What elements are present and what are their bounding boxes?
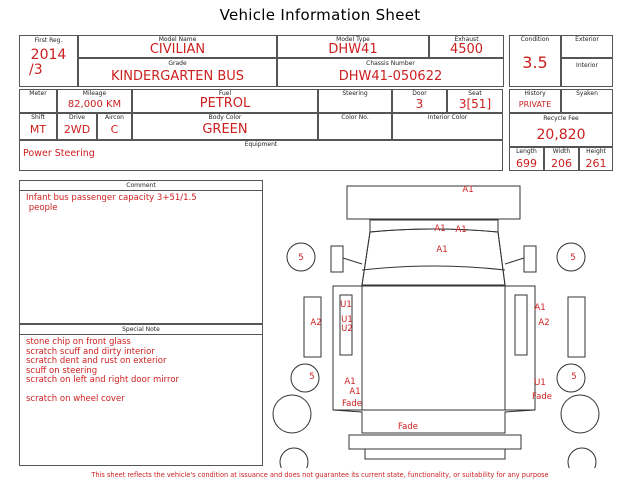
- fuel-label: Fuel: [218, 90, 232, 97]
- length-cell: [509, 147, 544, 171]
- shift-label: Shift: [31, 114, 45, 121]
- history-label: History: [524, 90, 546, 97]
- right-mirror: [524, 246, 536, 272]
- equipment-value: Power Steering: [23, 148, 95, 159]
- height-cell: [579, 147, 613, 171]
- left-spare-wheel-circle: [273, 395, 311, 433]
- chassis-cell: [277, 58, 504, 87]
- seat-value: 3[51]: [458, 97, 492, 111]
- special-note-item: scuff on steering: [26, 365, 98, 376]
- right-spare-wheel-circle: [561, 395, 599, 433]
- model-name-value: CIVILIAN: [149, 42, 206, 57]
- model-type-value: DHW41: [328, 42, 378, 57]
- special-note-item: scratch on wheel cover: [26, 394, 125, 404]
- seat-cell: [447, 89, 503, 113]
- syaken-label: Syaken: [576, 90, 598, 97]
- mark-left-rear-a: A1: [344, 377, 356, 387]
- mileage-cell: [57, 89, 132, 113]
- condition-cell: [509, 35, 561, 87]
- mark-right-rear-u: U1: [534, 378, 546, 388]
- comment-label: Comment: [20, 181, 262, 191]
- left-bottom-wheel-circle: [280, 448, 308, 468]
- model-type-cell: [277, 35, 429, 58]
- interior-label: Interior: [576, 62, 598, 69]
- body-color-cell: [132, 113, 318, 140]
- right-bottom-wheel-circle: [568, 448, 596, 468]
- special-note-item: scratch on left and right door mirror: [26, 375, 180, 385]
- body-color-value: GREEN: [202, 122, 248, 137]
- syaken-cell: [561, 89, 613, 113]
- footer-disclaimer: This sheet reflects the vehicle's condition at issuance and does not guarantee its current state, functionality, or suitability for any purpose: [91, 471, 549, 479]
- first-reg-year: 2014: [30, 47, 67, 63]
- seat-label: Seat: [468, 90, 482, 97]
- mark-left-rear-wheel: 5: [309, 372, 315, 382]
- mark-left-rear-fade: Fade: [342, 399, 362, 409]
- condition-label: Condition: [520, 36, 550, 43]
- shift-cell: [19, 113, 57, 140]
- chassis-label: Chassis Number: [366, 60, 415, 67]
- special-note-list: [20, 335, 262, 408]
- chassis-value: DHW41-050622: [338, 69, 443, 84]
- recycle-fee-value: 20,820: [536, 127, 586, 143]
- interior-cell: [561, 58, 613, 87]
- meter-cell: [19, 89, 57, 113]
- rear-bumper-bottom: [365, 449, 505, 459]
- aircon-label: Aircon: [105, 114, 124, 121]
- comment-text: [20, 191, 262, 216]
- aircon-value: C: [110, 123, 119, 136]
- height-value: 261: [585, 157, 607, 170]
- mark-left-front-wheel: 5: [298, 253, 304, 263]
- right-windows: [515, 295, 527, 355]
- grade-label: Grade: [168, 60, 187, 67]
- meter-label: Meter: [29, 90, 47, 97]
- exterior-label: Exterior: [575, 36, 599, 43]
- first-reg-month: /3: [29, 62, 43, 78]
- width-value: 206: [551, 157, 572, 170]
- special-note-item: stone chip on front glass: [26, 337, 131, 347]
- equipment-cell: [19, 140, 503, 171]
- door-value: 3: [415, 97, 424, 111]
- front-cab: [362, 229, 505, 285]
- mark-left-side-a: U1: [340, 300, 352, 310]
- right-panel: [568, 297, 585, 357]
- mark-right-rear-fade: Fade: [532, 392, 552, 402]
- comment-line: Infant bus passenger capacity 3+51/1.5: [26, 193, 197, 203]
- mark-left-panel: A2: [310, 318, 322, 328]
- mark-right-panel: A2: [538, 318, 550, 328]
- exhaust-label: Exhaust: [454, 36, 479, 43]
- door-label: Door: [412, 90, 427, 97]
- model-name-cell: [78, 35, 277, 58]
- length-value: 699: [516, 157, 537, 170]
- aircon-cell: [97, 113, 132, 140]
- condition-value: 3.5: [522, 53, 548, 72]
- mileage-value: 82,000 KM: [67, 99, 122, 110]
- exhaust-cell: [429, 35, 504, 58]
- history-value: PRIVATE: [518, 100, 552, 109]
- mileage-label: Mileage: [82, 90, 107, 97]
- width-cell: [544, 147, 579, 171]
- rear-bumper: [349, 435, 521, 449]
- interior-color-cell: [392, 113, 503, 140]
- length-label: Length: [516, 148, 537, 155]
- drive-cell: [57, 113, 97, 140]
- comment-line: people: [26, 202, 58, 213]
- model-name-label: Model Name: [158, 36, 197, 43]
- special-note-item: scratch scuff and dirty interior: [26, 346, 155, 357]
- sheet-title: Vehicle Information Sheet: [219, 6, 421, 24]
- drive-value: 2WD: [63, 123, 91, 136]
- mark-left-rear-b: A1: [349, 387, 361, 397]
- height-label: Height: [586, 148, 606, 155]
- special-note-panel: [19, 324, 263, 466]
- vehicle-damage-diagram: [265, 178, 637, 468]
- mark-right-rear-wheel: 5: [571, 372, 577, 382]
- interior-color-label: Interior Color: [427, 114, 468, 121]
- mark-roof-front: A1: [436, 245, 448, 255]
- fuel-value: PETROL: [199, 96, 251, 111]
- mark-left-side-c: U2: [341, 324, 353, 334]
- shift-value: MT: [29, 123, 47, 136]
- exterior-cell: [561, 35, 613, 58]
- first-reg-cell: [19, 35, 78, 87]
- mark-windshield-a: A1: [434, 224, 446, 234]
- exhaust-value: 4500: [449, 42, 484, 57]
- mark-top-front: A1: [462, 185, 474, 195]
- special-note-item: scratch dent and rust on exterior: [26, 356, 167, 366]
- special-note-label: Special Note: [20, 325, 262, 335]
- recycle-fee-label: Recycle Fee: [543, 115, 579, 122]
- dashboard-line: [362, 266, 505, 270]
- mark-right-front-wheel: 5: [570, 253, 576, 263]
- fuel-cell: [132, 89, 318, 113]
- model-type-label: Model Type: [336, 36, 370, 43]
- grade-value: KINDERGARTEN BUS: [110, 69, 245, 84]
- front-bumper: [347, 186, 520, 219]
- first-reg-label: First Reg.: [34, 37, 63, 44]
- history-cell: [509, 89, 561, 113]
- mark-left-side-b: U1: [341, 315, 353, 325]
- comment-panel: [19, 180, 263, 324]
- rear-body: [333, 410, 535, 433]
- door-cell: [392, 89, 447, 113]
- mark-rear-fade: Fade: [398, 422, 418, 432]
- body-color-label: Body Color: [208, 114, 242, 121]
- left-mirror: [331, 246, 343, 272]
- color-no-label: Color No.: [341, 114, 369, 121]
- mark-right-side-a: A1: [534, 303, 546, 313]
- mark-windshield-b: A1: [455, 225, 467, 235]
- steering-label: Steering: [342, 90, 368, 97]
- grade-cell: [78, 58, 277, 87]
- recycle-fee-cell: [509, 113, 613, 147]
- equipment-label: Equipment: [244, 141, 278, 148]
- width-label: Width: [552, 148, 571, 155]
- left-rear-wheel-circle: [291, 364, 319, 392]
- color-no-cell: [318, 113, 392, 140]
- steering-cell: [318, 89, 392, 113]
- drive-label: Drive: [69, 114, 85, 121]
